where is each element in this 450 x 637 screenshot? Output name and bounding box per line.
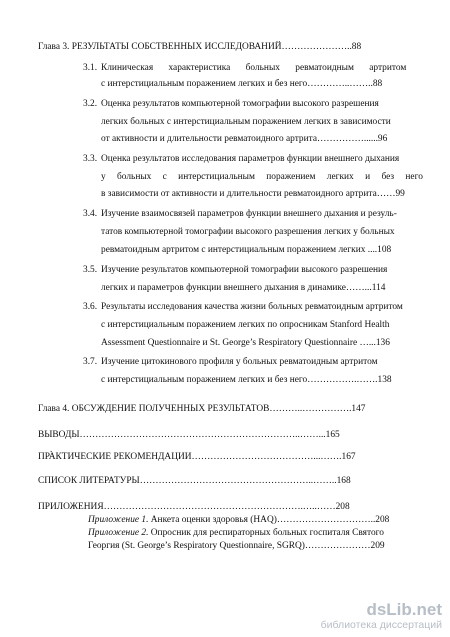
toc-section-3-7-line[interactable]: с интерстициальным поражением легких и без него…………….…….138 <box>101 375 392 385</box>
toc-section-3-2-line[interactable]: Оценка результатов компьютерной томографии высокого разрешения <box>101 99 379 109</box>
toc-section-3-7-line[interactable]: Изучение цитокинового профиля у больных ревматоидным артритом <box>101 357 378 367</box>
toc-section-3-2-line[interactable]: легких больных с интерстициальным поражением легких в зависимости <box>101 117 391 127</box>
toc-section-3-4-line[interactable]: татов компьютерной томографии высокого разрешения легких у больных <box>101 227 395 237</box>
toc-section-3-4-line[interactable]: Изучение взаимосвязей параметров функции внешнего дыхания и резуль- <box>101 209 397 219</box>
toc-references[interactable]: СПИСОК ЛИТЕРАТУРЫ………………………………………………..……..168 <box>38 476 351 486</box>
toc-section-3-5-line[interactable]: Изучение результатов компьютерной томографии высокого разрешения <box>101 265 388 275</box>
toc-section-number: 3.5. <box>83 265 98 275</box>
toc-section-number: 3.3. <box>83 154 98 164</box>
toc-section-3-1-line[interactable]: с интерстициальным поражением легких и без него…………..……..88 <box>101 79 383 89</box>
toc-appendix-1[interactable] <box>88 514 389 526</box>
appendix-1-text: Анкета оценки здоровья (HAQ)…………………………..208 <box>148 515 390 525</box>
toc-section-3-3-line[interactable]: Оценка результатов исследования параметров функции внешнего дыхания <box>101 154 400 164</box>
toc-section-3-6-line[interactable]: Результаты исследования качества жизни больных ревматоидным артритом <box>101 302 403 312</box>
toc-recommendations[interactable]: ПРАКТИЧЕСКИЕ РЕКОМЕНДАЦИИ…………………………………...…….167 <box>38 452 356 462</box>
toc-appendix-2[interactable] <box>88 527 384 539</box>
toc-conclusions[interactable]: ВЫВОДЫ……………………………………………………………..……...165 <box>38 430 340 440</box>
watermark <box>321 601 442 631</box>
toc-section-3-2-line[interactable]: от активности и длительности ревматоидного артрита……………......96 <box>101 134 388 144</box>
toc-chapter-4[interactable]: Глава 4. ОБСУЖДЕНИЕ ПОЛУЧЕННЫХ РЕЗУЛЬТАТОВ………..…………….147 <box>38 404 366 414</box>
appendix-2-label: Приложение 2. <box>88 528 149 538</box>
toc-section-number: 3.7. <box>83 357 98 367</box>
watermark-logo: dsLib.net <box>366 600 442 619</box>
toc-section-3-6-line[interactable]: Assessment Questionnaire и St. George’s Respiratory Questionnaire …...136 <box>101 338 390 348</box>
toc-section-number: 3.4. <box>83 209 98 219</box>
stray-dot: . <box>50 444 53 454</box>
appendix-1-label: Приложение 1. <box>88 515 149 525</box>
watermark-subtitle: библиотека диссертаций <box>320 619 442 631</box>
toc-appendix-2-cont[interactable]: Георгия (St. George’s Respiratory Questionnaire, SGRQ)…………………209 <box>88 541 385 551</box>
appendix-2-text: Опросник для респираторных больных госпиталя Святого <box>148 528 384 538</box>
toc-section-3-3-line[interactable]: в зависимости от активности и длительности ревматоидного артрита……99 <box>101 189 405 199</box>
toc-section-3-4-line[interactable]: ревматоидным артритом с интерстициальным поражением легких ....108 <box>101 245 392 255</box>
toc-section-number: 3.6. <box>83 302 98 312</box>
toc-chapter-3[interactable]: Глава 3. РЕЗУЛЬТАТЫ СОБСТВЕННЫХ ИССЛЕДОВАНИЙ…………………..88 <box>38 42 362 52</box>
toc-section-3-6-line[interactable]: с интерстициальным поражением легких по опросникам Stanford Health <box>101 320 390 330</box>
toc-section-3-1-line[interactable]: Клиническая характеристика больных ревматоидным артритом <box>101 63 407 73</box>
toc-section-3-5-line[interactable]: легких и параметров функции внешнего дыхания в динамике……...114 <box>101 283 386 293</box>
toc-section-number: 3.2. <box>83 99 98 109</box>
toc-section-3-3-line[interactable]: у больных с интерстициальным поражением легких и без него <box>101 172 423 182</box>
toc-appendices[interactable]: ПРИЛОЖЕНИЯ……………………………………………………….…..……208 <box>38 502 350 512</box>
toc-section-number: 3.1. <box>83 63 98 73</box>
